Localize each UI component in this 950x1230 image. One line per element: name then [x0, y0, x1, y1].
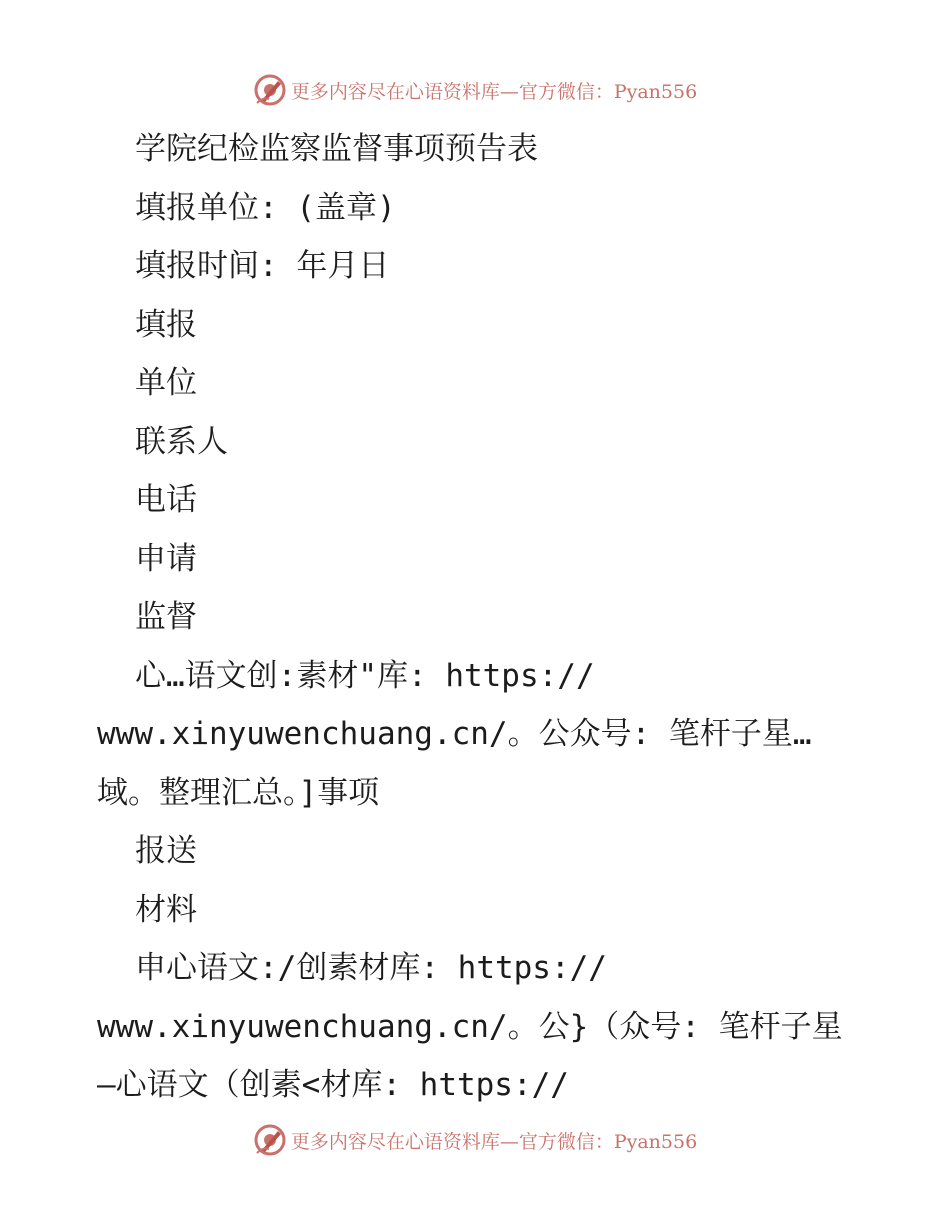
- header-banner: [0, 70, 950, 110]
- text-line: www.xinyuwenchuang.cn/。公}（众号: 笔杆子星: [97, 1008, 843, 1045]
- text-line: www.xinyuwenchuang.cn/。公众号: 笔杆子星…: [97, 716, 812, 752]
- banner-text: 更多内容尽在心语资料库—官方微信：Pyan556: [290, 80, 698, 103]
- text-line: 材料: [135, 891, 197, 928]
- text-line: 报送: [135, 833, 197, 869]
- text-line: 申请: [135, 540, 197, 577]
- text-line: 电话: [135, 482, 197, 518]
- text-line: 域。整理汇总。]事项: [97, 774, 380, 811]
- banner-text: 更多内容尽在心语资料库—官方微信：Pyan556: [290, 1130, 698, 1153]
- text-line: 填报: [135, 306, 197, 343]
- text-line: 单位: [135, 365, 197, 401]
- footer-banner: [0, 1120, 950, 1160]
- pen-circle-logo-icon: [253, 1123, 287, 1157]
- text-line: 联系人: [135, 423, 228, 460]
- text-line: 填报时间: 年月日: [135, 248, 390, 284]
- document-title: 学院纪检监察监督事项预告表: [135, 131, 538, 167]
- text-line: 监督: [135, 599, 197, 635]
- pen-circle-logo-icon: [253, 73, 287, 107]
- text-line: 心…语文创:素材"库: https://: [135, 657, 595, 694]
- document-body: [97, 120, 877, 1115]
- text-line: 申心语文:/创素材库: https://: [135, 950, 607, 986]
- text-line: —心语文（创素<材库: https://: [97, 1067, 569, 1103]
- text-line: 填报单位: (盖章): [135, 189, 396, 226]
